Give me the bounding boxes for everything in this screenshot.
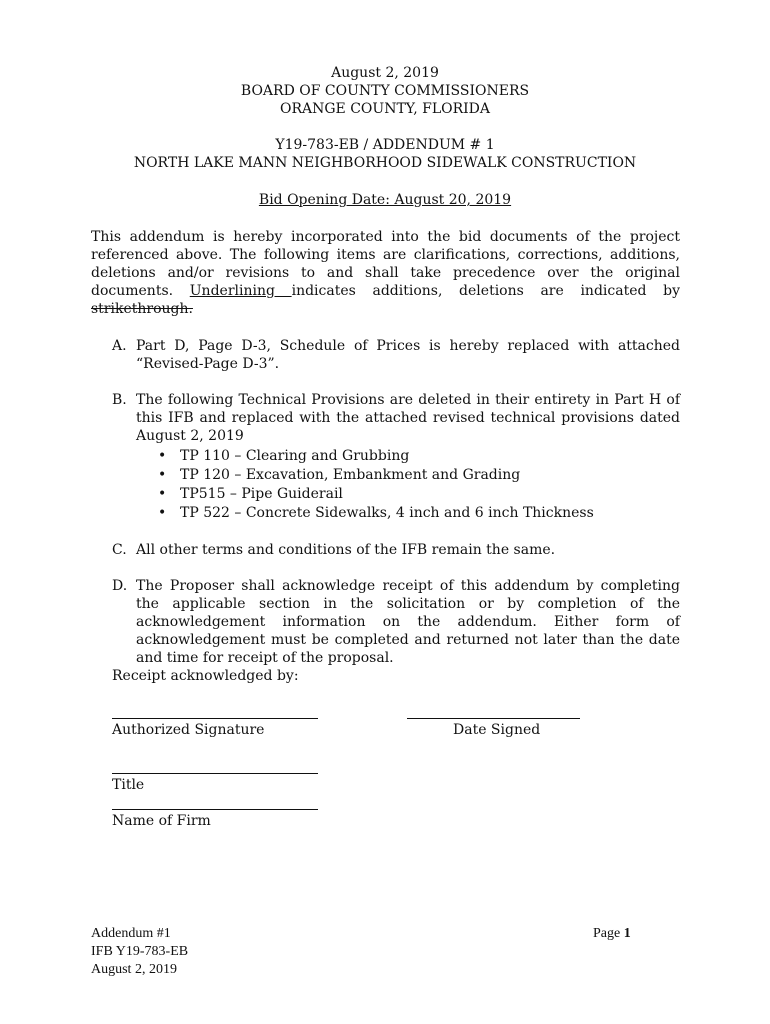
- item-d: D. The Proposer shall acknowledge receipt of this addendum by completing the applicable section in the solicitation or by completion of the acknowledgement information on the addendum. Either form of acknowledgement must be completed and returned not later than the date and time for receipt of the proposal.: [112, 578, 680, 666]
- firm-line[interactable]: [112, 809, 318, 810]
- intro-paragraph: This addendum is hereby incorporated into the bid documents of the project referenced above. The following items are clarifications, corrections, additions, deletions and/or revisions to and shall take precedence over the original documents. Underlining indicates additions, deletions are indicated by strikethrough.: [91, 229, 680, 317]
- list-item: • TP515 – Pipe Guiderail: [158, 486, 343, 502]
- item-b: B. The following Technical Provisions are deleted in their entirety in Part H of this IFB and replaced with the attached revised technical provisions dated August 2, 2019: [112, 392, 680, 444]
- footer-info: Addendum #1 IFB Y19-783-EB August 2, 2019: [91, 926, 189, 977]
- firm-name-label: Name of Firm: [112, 813, 211, 829]
- page-number: Page 1: [593, 926, 631, 941]
- bid-opening-date: Bid Opening Date: August 20, 2019: [258, 192, 512, 208]
- project-title: NORTH LAKE MANN NEIGHBORHOOD SIDEWALK CONSTRUCTION: [133, 155, 637, 171]
- signature-line[interactable]: [112, 718, 318, 719]
- item-a: A. Part D, Page D-3, Schedule of Prices is hereby replaced with attached “Revised-Page D-3”.: [112, 338, 680, 372]
- title-label: Title: [112, 777, 145, 793]
- board-name: BOARD OF COUNTY COMMISSIONERS: [240, 83, 530, 99]
- date-signed-line[interactable]: [407, 718, 580, 719]
- authorized-signature-label: Authorized Signature: [112, 722, 265, 738]
- receipt-acknowledged-label: Receipt acknowledged by:: [112, 668, 299, 684]
- date-signed-label: Date Signed: [453, 722, 541, 738]
- addendum-id: Y19-783-EB / ADDENDUM # 1: [275, 137, 495, 153]
- list-item: • TP 110 – Clearing and Grubbing: [158, 448, 410, 464]
- title-line[interactable]: [112, 773, 318, 774]
- list-item: • TP 120 – Excavation, Embankment and Grading: [158, 467, 521, 483]
- technical-provisions-list: [158, 447, 594, 523]
- list-item: • TP 522 – Concrete Sidewalks, 4 inch and 6 inch Thickness: [158, 505, 594, 521]
- strikethrough-example: strikethrough.: [91, 301, 193, 317]
- county-name: ORANGE COUNTY, FLORIDA: [279, 101, 491, 117]
- item-c: C. All other terms and conditions of the IFB remain the same.: [112, 542, 556, 558]
- document-date: August 2, 2019: [331, 65, 439, 81]
- underline-example: Underlining: [189, 283, 292, 299]
